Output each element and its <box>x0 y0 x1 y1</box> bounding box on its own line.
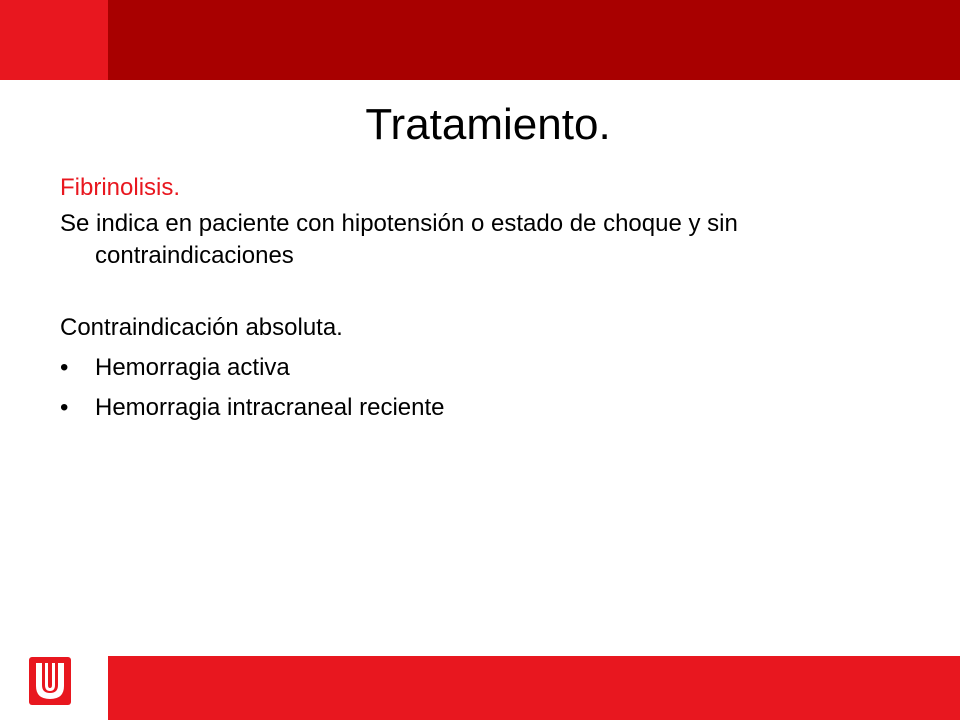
slide-title: Tratamiento. <box>365 100 611 149</box>
list-item <box>60 392 910 424</box>
contraindication-list <box>60 352 910 424</box>
bullet-icon: • <box>60 394 69 421</box>
bullet-icon: • <box>60 354 69 381</box>
list-item-text: Hemorragia intracraneal reciente <box>95 394 445 421</box>
footer-bar <box>108 656 960 720</box>
contraindication-heading: Contraindicación absoluta. <box>60 314 343 341</box>
list-item-text: Hemorragia activa <box>95 354 290 381</box>
subheading-fibrinolisis: Fibrinolisis. <box>60 174 181 201</box>
header-bar <box>108 0 960 80</box>
list-item <box>60 352 910 384</box>
indication-text: Se indica en paciente con hipotensión o estado de choque y sin contraindicaciones <box>60 210 738 269</box>
u-logo-icon <box>29 657 71 705</box>
header-accent-block <box>0 0 108 80</box>
slide-body <box>60 172 910 432</box>
